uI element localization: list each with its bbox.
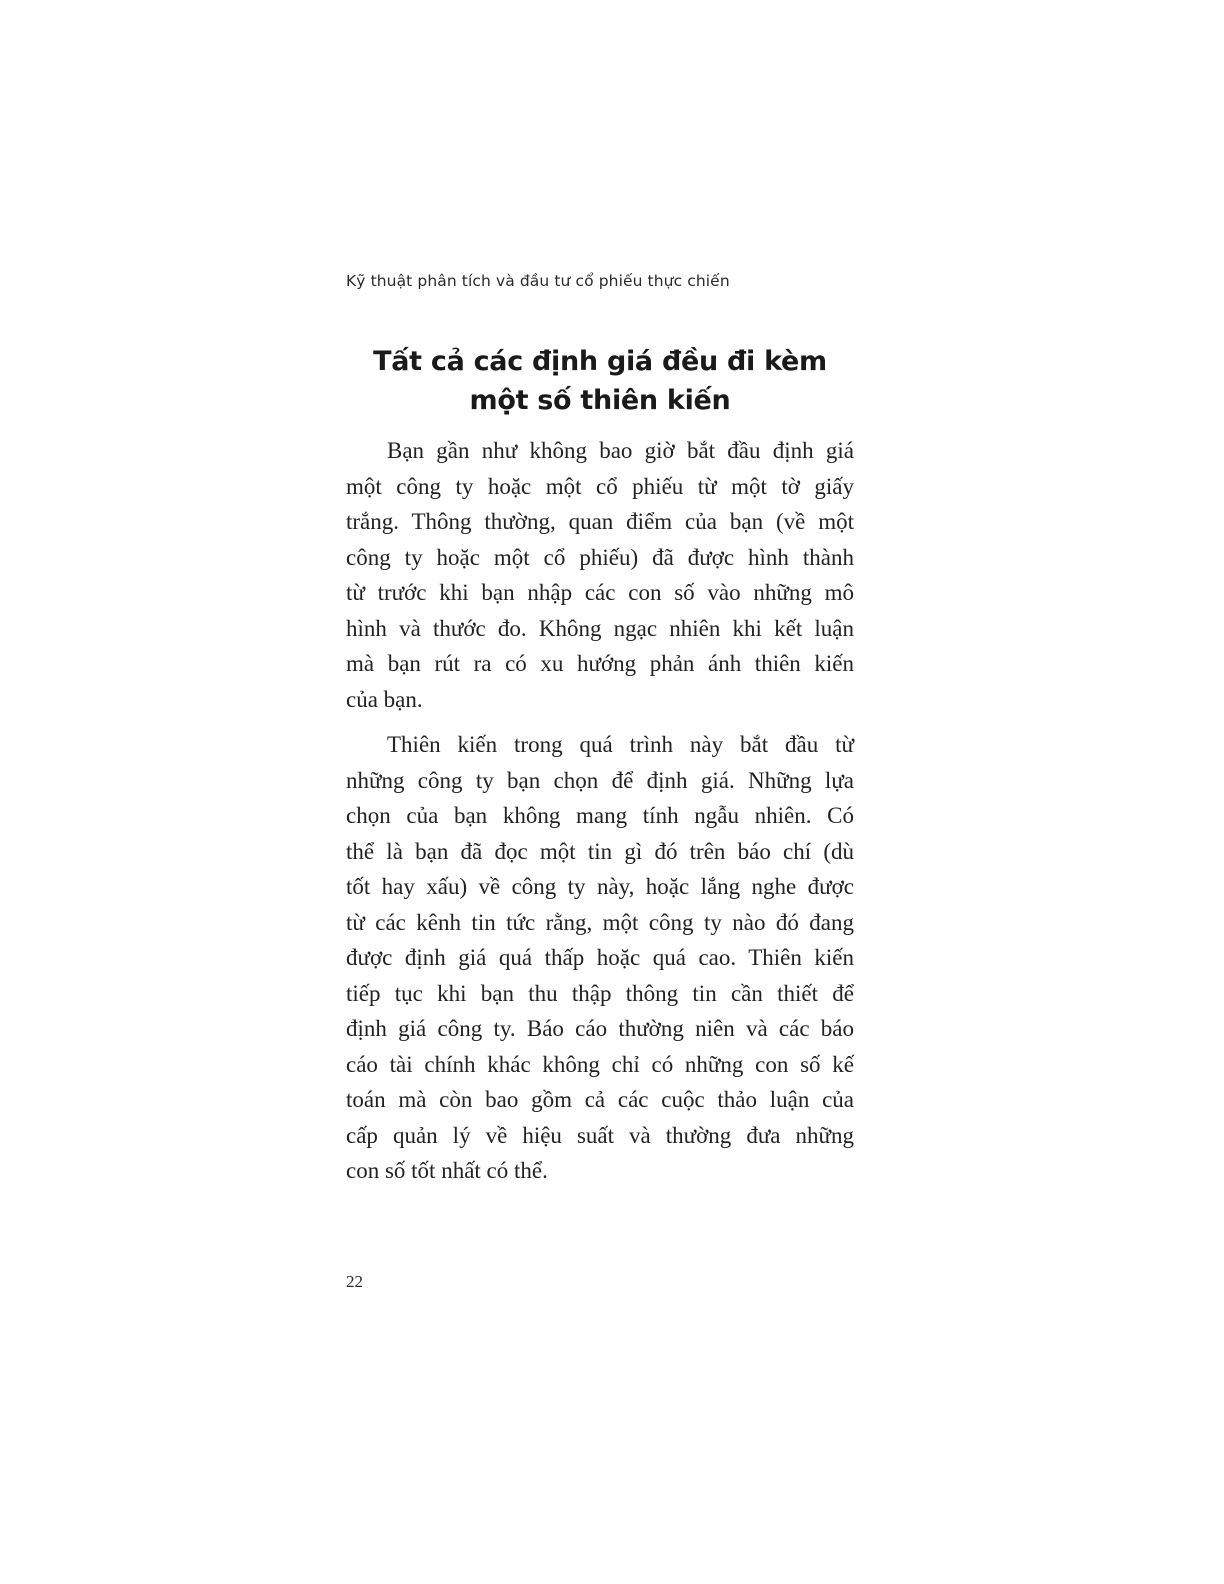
text-line: toán mà còn bao gồm cả các cuộc thảo luận của bbox=[346, 1087, 854, 1112]
text-line: Bạn gần như không bao giờ bắt đầu định giá bbox=[387, 438, 854, 463]
text-line: cáo tài chính khác không chỉ có những con số kế bbox=[346, 1051, 854, 1077]
paragraph bbox=[346, 433, 854, 717]
text-line: từ trước khi bạn nhập các con số vào những mô bbox=[346, 580, 854, 605]
text-line: từ các kênh tin tức rằng, một công ty nào đó đang bbox=[346, 909, 854, 935]
text-line: cấp quản lý về hiệu suất và thường đưa những bbox=[346, 1122, 854, 1148]
text-line: định giá công ty. Báo cáo thường niên và các báo bbox=[346, 1016, 854, 1041]
chapter-title bbox=[346, 342, 854, 420]
page-number: 22 bbox=[346, 1272, 363, 1291]
text-line: công ty hoặc một cổ phiếu) đã được hình thành bbox=[346, 544, 854, 570]
text-line: Thiên kiến trong quá trình này bắt đầu từ bbox=[387, 732, 854, 757]
text-line: con số tốt nhất có thể. bbox=[346, 1158, 548, 1183]
running-header: Kỹ thuật phân tích và đầu tư cổ phiếu thực chiến bbox=[346, 272, 730, 290]
text-line: chọn của bạn không mang tính ngẫu nhiên. Có bbox=[346, 803, 854, 828]
text-line: hình và thước đo. Không ngạc nhiên khi kết luận bbox=[346, 615, 854, 641]
body-text bbox=[346, 433, 854, 1199]
text-line: của bạn. bbox=[346, 686, 423, 712]
text-line: được định giá quá thấp hoặc quá cao. Thiên kiến bbox=[346, 945, 854, 970]
text-line: mà bạn rút ra có xu hướng phản ánh thiên kiến bbox=[346, 651, 854, 676]
paragraph bbox=[346, 727, 854, 1189]
chapter-title-line: một số thiên kiến bbox=[469, 385, 731, 416]
text-line: thể là bạn đã đọc một tin gì đó trên báo chí (dù bbox=[346, 838, 854, 864]
text-line: một công ty hoặc một cổ phiếu từ một tờ giấy bbox=[346, 473, 854, 499]
text-line: tốt hay xấu) về công ty này, hoặc lắng nghe được bbox=[346, 874, 854, 899]
text-line: tiếp tục khi bạn thu thập thông tin cần thiết để bbox=[346, 980, 854, 1006]
text-line: trắng. Thông thường, quan điểm của bạn (về một bbox=[346, 509, 854, 534]
chapter-title-line: Tất cả các định giá đều đi kèm bbox=[373, 346, 827, 377]
text-line: những công ty bạn chọn để định giá. Những lựa bbox=[346, 767, 854, 793]
